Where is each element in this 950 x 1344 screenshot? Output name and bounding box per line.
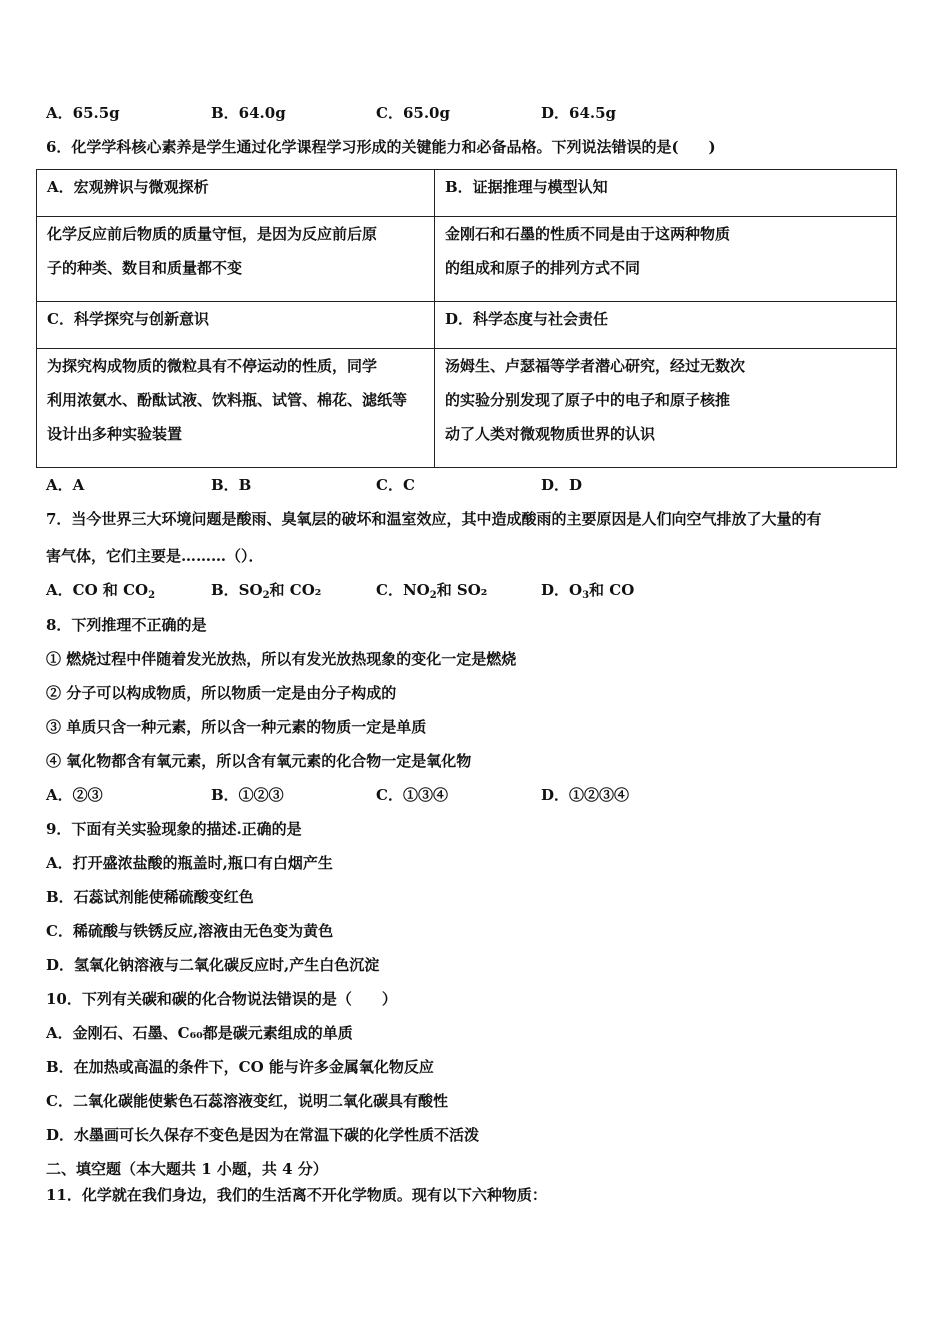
- q10-option-a: A．金刚石、石墨、C₆₀都是碳元素组成的单质: [46, 1024, 353, 1042]
- q6-option-b: B．B: [211, 476, 252, 494]
- q5-option-b: B．64.0g: [211, 104, 286, 122]
- q5-options: [46, 102, 766, 124]
- q7-option-d-sub: 3: [582, 590, 590, 601]
- q6-option-a: A．A: [46, 476, 85, 494]
- cell-a-head: A．宏观辨识与微观探析: [37, 170, 435, 217]
- q9-option-d: D．氢氧化钠溶液与二氧化碳反应时,产生白色沉淀: [46, 956, 380, 974]
- cell-c-body: 为探究构成物质的微粒具有不停运动的性质，同学 利用浓氨水、酚酞试液、饮料瓶、试管、棉花、滤纸等 设计出多种实验装置: [37, 349, 435, 468]
- q8-option-c: C．①③④: [376, 786, 448, 804]
- q6-options: [46, 474, 766, 496]
- q7-option-c-sub: 2: [429, 590, 437, 601]
- q6-stem: 6．化学学科核心素养是学生通过化学课程学习形成的关键能力和必备品格。下列说法错误的是( ): [46, 138, 716, 156]
- q5-option-c: C．65.0g: [376, 104, 450, 122]
- q7-option-d-tail: 和 CO: [589, 581, 635, 599]
- q9-option-c: C．稀硫酸与铁锈反应,溶液由无色变为黄色: [46, 922, 334, 940]
- table-row: [37, 170, 897, 217]
- q5-option-d: D．64.5g: [541, 104, 617, 122]
- cell-d-body: 汤姆生、卢瑟福等学者潜心研究，经过无数次 的实验分别发现了原子中的电子和原子核推 动了人类对微观物质世界的认识: [435, 349, 897, 468]
- q7-option-d-label: D．O: [541, 581, 583, 599]
- table-row: [37, 349, 897, 468]
- q8-options: [46, 784, 766, 806]
- q9-stem: 9．下面有关实验现象的描述.正确的是: [46, 820, 302, 838]
- q7-option-c-label: C．NO: [376, 581, 430, 599]
- q10-option-b: B．在加热或高温的条件下，CO 能与许多金属氧化物反应: [46, 1058, 434, 1076]
- q7-option-b: [211, 579, 321, 601]
- q7-option-b-sub: 2: [262, 590, 270, 601]
- q7-option-a: [46, 579, 155, 601]
- q7-stem-line2: 害气体，它们主要是………（）．: [46, 547, 264, 565]
- q7-options: [46, 579, 766, 601]
- table-row: [37, 302, 897, 349]
- q7-option-a-label: A．CO 和 CO: [46, 581, 149, 599]
- q10-option-d: D．水墨画可长久保存不变色是因为在常温下碳的化学性质不活泼: [46, 1126, 480, 1144]
- q9-option-b: B．石蕊试剂能使稀硫酸变红色: [46, 888, 254, 906]
- cell-b-body: 金刚石和石墨的性质不同是由于这两种物质 的组成和原子的排列方式不同: [435, 217, 897, 302]
- q10-stem: 10．下列有关碳和碳的化合物说法错误的是（ ）: [46, 990, 397, 1008]
- q9-option-a: A．打开盛浓盐酸的瓶盖时,瓶口有白烟产生: [46, 854, 333, 872]
- q8-item-4: ④ 氧化物都含有氧元素，所以含有氧元素的化合物一定是氧化物: [46, 752, 472, 770]
- q7-option-a-sub: 2: [148, 590, 156, 601]
- q7-option-b-tail: 和 CO₂: [269, 581, 322, 599]
- q10-option-c: C．二氧化碳能使紫色石蕊溶液变红，说明二氧化碳具有酸性: [46, 1092, 448, 1110]
- q8-item-3: ③ 单质只含一种元素，所以含一种元素的物质一定是单质: [46, 718, 427, 736]
- q6-table: [36, 169, 897, 468]
- cell-b-head: B．证据推理与模型认知: [435, 170, 897, 217]
- q8-option-a: A．②③: [46, 786, 103, 804]
- q7-option-c-tail: 和 SO₂: [436, 581, 488, 599]
- q11-stem: 11．化学就在我们身边，我们的生活离不开化学物质。现有以下六种物质：: [46, 1186, 547, 1204]
- cell-d-head: D．科学态度与社会责任: [435, 302, 897, 349]
- q7-option-b-label: B．SO: [211, 581, 263, 599]
- q7-option-c: [376, 579, 487, 601]
- q8-option-d: D．①②③④: [541, 786, 630, 804]
- q8-item-2: ② 分子可以构成物质，所以物质一定是由分子构成的: [46, 684, 397, 702]
- table-row: [37, 217, 897, 302]
- q5-option-a: A．65.5g: [46, 104, 120, 122]
- section-heading: 二、填空题（本大题共 1 小题，共 4 分）: [46, 1160, 328, 1178]
- q6-option-c: C．C: [376, 476, 415, 494]
- cell-c-head: C．科学探究与创新意识: [37, 302, 435, 349]
- cell-a-body: 化学反应前后物质的质量守恒，是因为反应前后原 子的种类、数目和质量都不变: [37, 217, 435, 302]
- q6-option-d: D．D: [541, 476, 583, 494]
- q7-stem-line1: 7．当今世界三大环境问题是酸雨、臭氧层的破坏和温室效应，其中造成酸雨的主要原因是人们向空气排放了大量的有: [46, 510, 822, 528]
- q7-option-d: [541, 579, 634, 601]
- q8-stem: 8．下列推理不正确的是: [46, 616, 207, 634]
- q8-option-b: B．①②③: [211, 786, 284, 804]
- q8-item-1: ① 燃烧过程中伴随着发光放热，所以有发光放热现象的变化一定是燃烧: [46, 650, 517, 668]
